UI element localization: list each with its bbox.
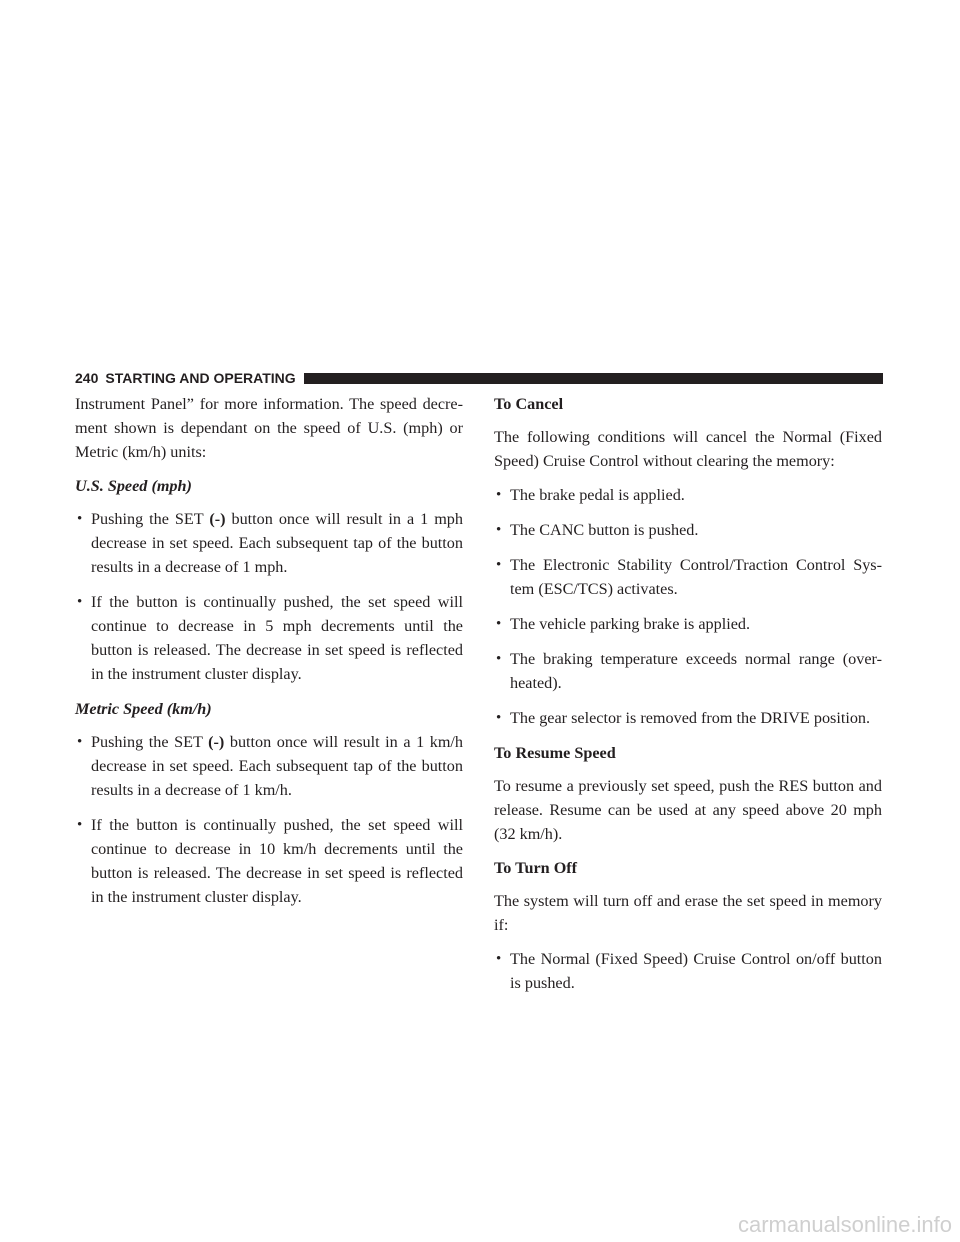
right-column [494, 392, 882, 1006]
page-header [75, 369, 883, 387]
list-item: • Pushing the SET (-) button once will result in a 1 km/h decrease in set speed. Each subsequent tap of the button results in a decrease of 1 km/h. [75, 730, 463, 802]
watermark: carmanualsonline.info [737, 1212, 952, 1237]
list-item: • If the button is continually pushed, the set speed will continue to decrease in 5 mph decrements until the button is released. The decrease in set speed is reflected in the instrument cluster display. [75, 590, 463, 686]
cancel-heading: To Cancel [494, 395, 564, 413]
intro-paragraph: Instrument Panel” for more information. The speed decre-ment shown is dependant on the speed of U.S. (mph) or Metric (km/h) units: [75, 395, 463, 461]
bullet-icon: • [77, 817, 83, 833]
page-number: 240 [75, 370, 99, 386]
metric-speed-heading: Metric Speed (km/h) [75, 700, 212, 718]
bullet-icon: • [77, 594, 83, 610]
bullet-icon: • [496, 651, 502, 667]
turn-off-heading: To Turn Off [494, 859, 578, 877]
bullet-icon: • [496, 522, 502, 538]
turn-off-list [494, 947, 882, 995]
list-item: • The gear selector is removed from the DRIVE position. [494, 706, 882, 730]
bullet-icon: • [77, 511, 83, 527]
list-item: • Pushing the SET (-) button once will result in a 1 mph decrease in set speed. Each subsequent tap of the button results in a decrease of 1 mph. [75, 507, 463, 579]
minus-label: (-) [208, 733, 225, 751]
list-item: • The CANC button is pushed. [494, 518, 882, 542]
section-title: STARTING AND OPERATING [105, 370, 296, 386]
list-item: • The brake pedal is applied. [494, 483, 882, 507]
list-item: • The Normal (Fixed Speed) Cruise Control on/off button is pushed. [494, 947, 882, 995]
bullet-icon: • [496, 557, 502, 573]
bullet-icon: • [496, 951, 502, 967]
list-item: • The vehicle parking brake is applied. [494, 612, 882, 636]
bullet-icon: • [496, 487, 502, 503]
cancel-intro: The following conditions will cancel the Normal (Fixed Speed) Cruise Control without clearing the memory: [494, 428, 882, 470]
cancel-list [494, 483, 882, 730]
bullet-icon: • [77, 734, 83, 750]
resume-text: To resume a previously set speed, push the RES button and release. Resume can be used at any speed above 20 mph (32 km/h). [494, 777, 882, 843]
header-rule [304, 373, 883, 384]
list-item: • The braking temperature exceeds normal range (over-heated). [494, 647, 882, 695]
us-speed-list [75, 507, 463, 686]
turn-off-text: The system will turn off and erase the set speed in memory if: [494, 892, 882, 934]
us-speed-heading: U.S. Speed (mph) [75, 477, 192, 495]
left-column [75, 392, 463, 920]
metric-speed-list [75, 730, 463, 909]
resume-heading: To Resume Speed [494, 744, 616, 762]
bullet-icon: • [496, 710, 502, 726]
list-item: • The Electronic Stability Control/Traction Control Sys-tem (ESC/TCS) activates. [494, 553, 882, 601]
minus-label: (-) [209, 510, 226, 528]
list-item: • If the button is continually pushed, the set speed will continue to decrease in 10 km/h decrements until the button is released. The decrease in set speed is reflected in the instrument cluster display. [75, 813, 463, 909]
bullet-icon: • [496, 616, 502, 632]
